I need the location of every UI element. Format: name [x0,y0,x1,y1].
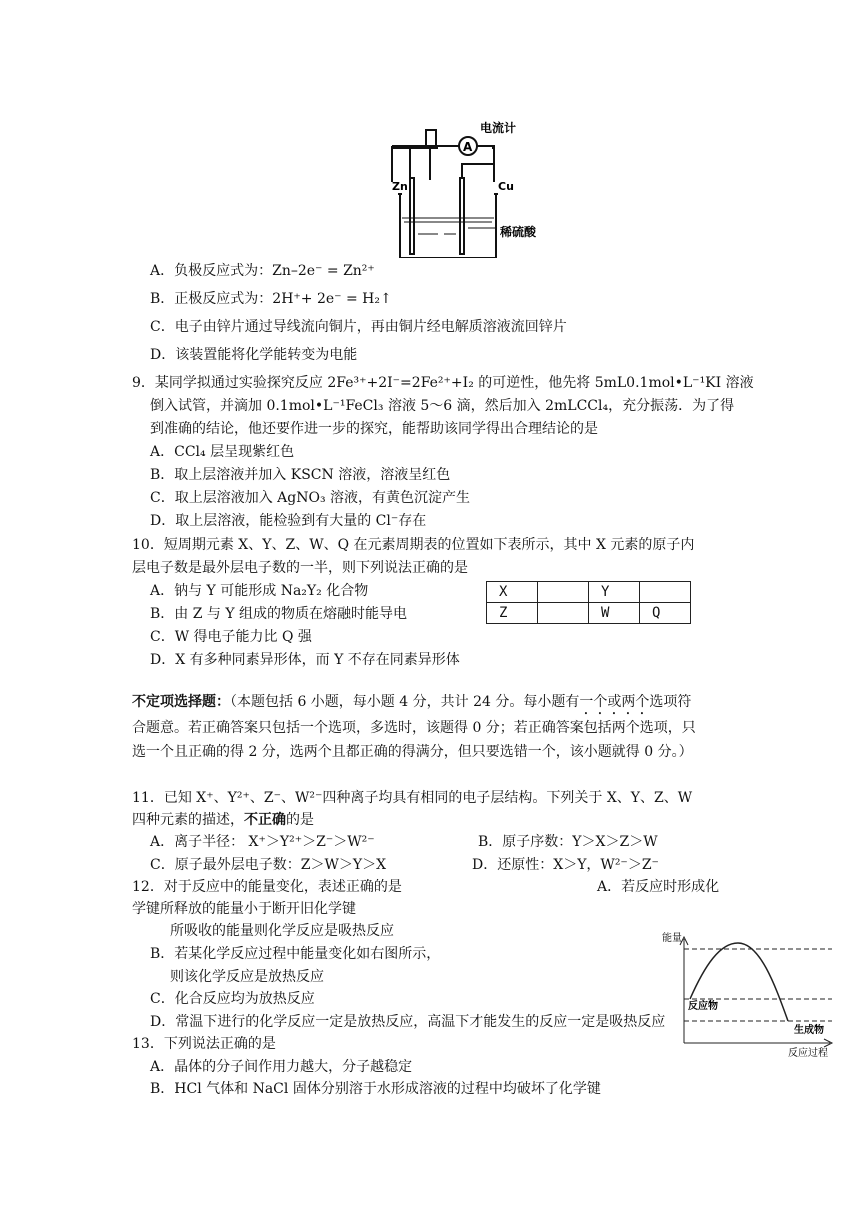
q11-stem-line1: 11．已知 X⁺、Y²⁺、Z⁻、W²⁻四种离子均具有相同的电子层结构。下列关于 X、Y、Z、W [132,790,693,806]
q10-stem-line2: 层电子数是最外层电子数的一半，则下列说法正确的是 [132,560,468,576]
q10-option-c: C．W 得电子能力比 Q 强 [150,629,312,645]
section-text-a: （本题包括 6 小题，每小题 4 分，共计 24 分。每小题有 [230,694,580,710]
q13-option-a: A．晶体的分子间作用力越大，分子越稳定 [150,1059,413,1075]
q11-stem-text-b: 的是 [286,812,314,828]
table-cell [538,603,589,624]
periodic-table-fragment [486,581,691,624]
q9-option-d: D．取上层溶液，能检验到有大量的 Cl⁻存在 [150,513,427,529]
q13-stem: 13．下列说法正确的是 [132,1036,276,1052]
section-line3: 选一个且正确的得 2 分，选两个且都正确的得满分，但只要选错一个，该小题就得 0 分。） [132,744,693,760]
q11-stem-line2 [132,810,314,830]
table-cell: W [589,603,640,624]
table-cell [640,582,691,603]
q11-option-a: A．离子半径： X⁺＞Y²⁺＞Z⁻＞W²⁻ [150,834,375,850]
q12-option-a-part3: 所吸收的能量则化学反应是吸热反应 [170,923,394,939]
q12-option-b-part2: 则该化学反应是放热反应 [170,969,324,985]
cu-label: Cu [498,180,514,193]
table-cell [538,582,589,603]
galvanic-cell-figure [388,118,548,258]
table-cell: X [487,582,538,603]
product-label: 生成物 [794,1025,824,1036]
q13-option-b: B．HCl 气体和 NaCl 固体分别溶于水形成溶液的过程中均破坏了化学键 [150,1081,601,1097]
q8-option-d: D．该装置能将化学能转变为电能 [150,347,358,363]
q12-option-d: D．常温下进行的化学反应一定是放热反应，高温下才能发生的反应一定是吸热反应 [150,1014,666,1030]
zn-label: Zn [392,180,408,193]
q9-stem-line1: 9．某同学拟通过实验探究反应 2Fe³⁺+2I⁻=2Fe²⁺+I₂ 的可逆性，他先将 5mL0.1mol•L⁻¹KI 溶液 [132,375,754,391]
q12-option-c: C．化合反应均为放热反应 [150,991,315,1007]
q10-option-d: D．X 有多种同素异形体，而 Y 不存在同素异形体 [150,652,460,668]
q12-option-a-part2: 学键所释放的能量小于断开旧化学键 [132,901,356,917]
q10-stem-line1: 10．短周期元素 X、Y、Z、W、Q 在元素周期表的位置如下表所示，其中 X 元素的原子内 [132,537,695,553]
q8-option-c: C．电子由锌片通过导线流向铜片，再由铜片经电解质溶液流回锌片 [150,319,567,335]
section-line2: 合题意。若正确答案只包括一个选项，多选时，该题得 0 分；若正确答案包括两个选项，只 [132,720,696,736]
q11-option-d: D．还原性：X＞Y，W²⁻＞Z⁻ [472,857,659,873]
section-text-b: 选项符 [649,694,692,710]
q9-option-a: A．CCl₄ 层呈现紫红色 [150,444,295,460]
table-row [487,603,691,624]
table-cell: Z [487,603,538,624]
energy-diagram [660,925,835,1060]
q9-stem-line2: 倒入试管，并滴加 0.1mol•L⁻¹FeCl₃ 溶液 5～6 滴，然后加入 2mLCCl₄，充分振荡．为了得 [150,398,735,414]
meter-label: 电流计 [480,121,517,135]
q11-option-c: C．原子最外层电子数：Z＞W＞Y＞X [150,857,387,873]
q12-stem: 12．对于反应中的能量变化，表述正确的是 [132,879,402,895]
electrolyte-label: 稀硫酸 [500,225,537,239]
section-emphasis: 一个或两个 [579,694,650,710]
section-title: 不定项选择题： [132,694,230,710]
q12-option-a-part1: A．若反应时形成化 [597,879,720,895]
table-cell: Q [640,603,691,624]
meter-symbol: A [463,140,473,154]
q9-stem-line3: 到准确的结论，他还要作进一步的探究，能帮助该同学得出合理结论的是 [150,421,598,437]
section-header [132,692,691,718]
q11-option-b: B．原子序数：Y＞X＞Z＞W [478,834,658,850]
q11-stem-bold: 不正确 [244,812,286,828]
reactant-label: 反应物 [688,1001,718,1012]
energy-axis-label: 能量 [662,933,682,944]
table-cell: Y [589,582,640,603]
q9-option-b: B．取上层溶液并加入 KSCN 溶液，溶液呈红色 [150,467,451,483]
process-axis-label: 反应过程 [788,1048,828,1059]
q10-option-a: A．钠与 Y 可能形成 Na₂Y₂ 化合物 [150,583,369,599]
table-row [487,582,691,603]
q8-option-a: A．负极反应式为：Zn–2e⁻ = Zn²⁺ [150,263,375,279]
q12-option-b-part1: B．若某化学反应过程中能量变化如右图所示， [150,946,441,962]
q9-option-c: C．取上层溶液加入 AgNO₃ 溶液，有黄色沉淀产生 [150,490,471,506]
q11-stem-text-a: 四种元素的描述， [132,812,244,828]
q10-option-b: B．由 Z 与 Y 组成的物质在熔融时能导电 [150,606,408,622]
q8-option-b: B．正极反应式为：2H⁺+ 2e⁻ = H₂↑ [150,291,392,307]
